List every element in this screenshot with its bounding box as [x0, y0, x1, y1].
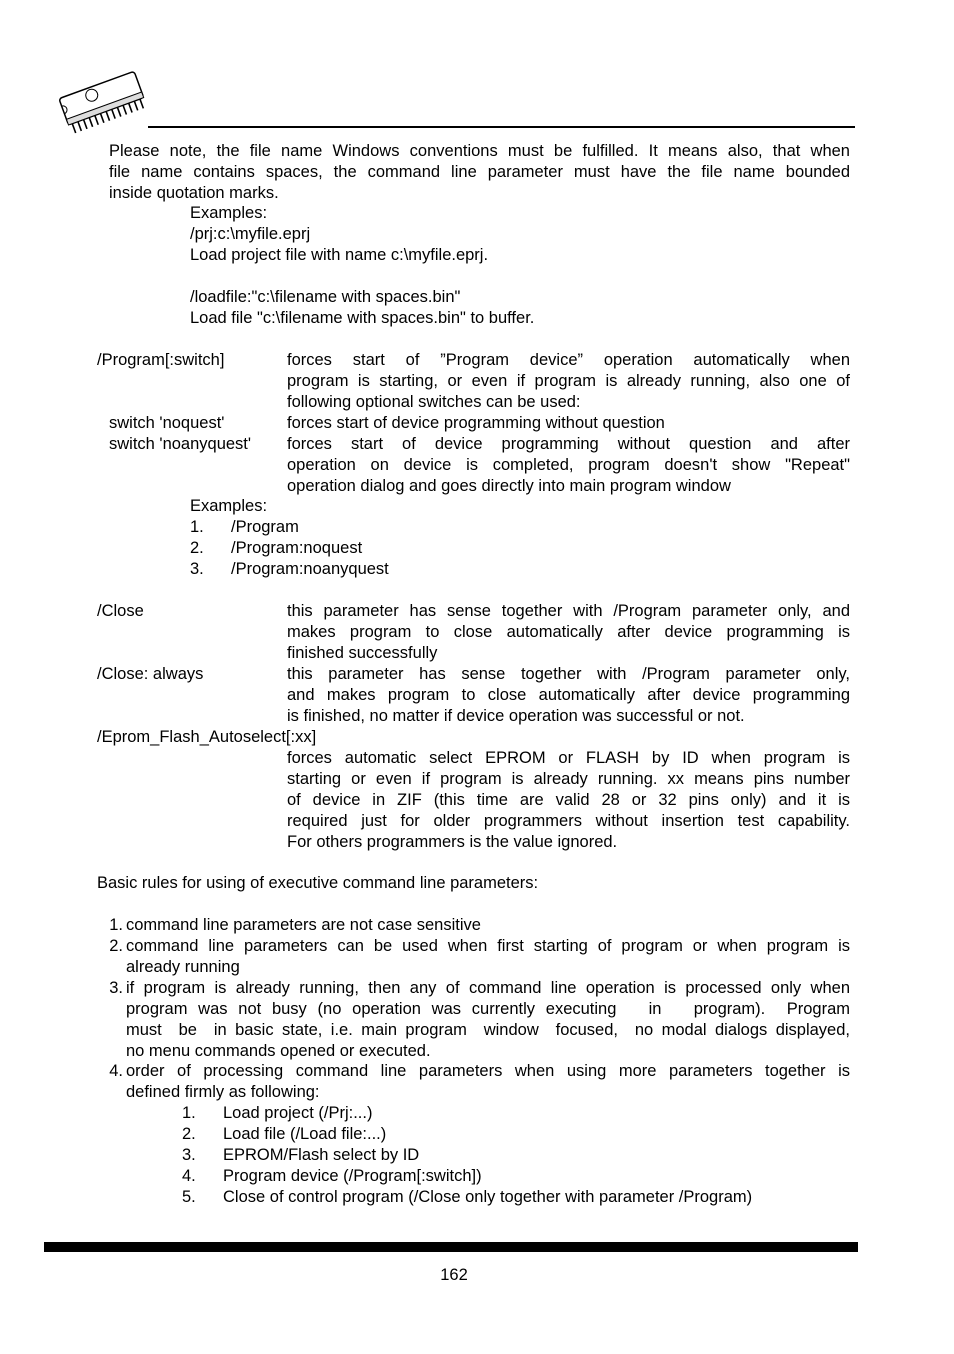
order-text: Load project (/Prj:...) [223, 1104, 373, 1122]
desc-line: required just for older programmers without insertion test capability. [287, 812, 850, 830]
order-number: 4. [182, 1167, 196, 1185]
param-desc-autoselect [287, 748, 850, 853]
param-desc-close-always [287, 664, 850, 727]
intro-line: file name contains spaces, the command line parameter must have the file name bounded [109, 163, 850, 181]
rule-text [126, 1061, 850, 1103]
desc-line: this parameter has sense together with /Program parameter only, and [287, 602, 850, 620]
header-rule [148, 126, 855, 128]
rule-line: defined firmly as following: [126, 1083, 320, 1101]
footer-rule [44, 1242, 858, 1252]
desc-line: forces start of ”Program device” operation automatically when [287, 351, 850, 369]
switch-desc-noquest: forces start of device programming without question [287, 414, 665, 432]
order-text: EPROM/Flash select by ID [223, 1146, 420, 1164]
order-text: Program device (/Program[:switch]) [223, 1167, 482, 1185]
intro-line: inside quotation marks. [109, 184, 279, 202]
example-description: Load file "c:\filename with spaces.bin" to buffer. [190, 309, 535, 327]
desc-line: program is starting, or even if program is already running, also one of [287, 372, 850, 390]
example-number: 3. [190, 560, 204, 578]
param-desc-program [287, 350, 850, 413]
rule-number: 4. [109, 1062, 123, 1080]
rule-number: 3. [109, 979, 123, 997]
order-text: Close of control program (/Close only together with parameter /Program) [223, 1188, 753, 1206]
param-term-program: /Program[:switch] [97, 351, 225, 369]
example-number: 1. [190, 518, 204, 536]
rule-line: command line parameters are not case sensitive [126, 916, 481, 934]
example-text: /Program [231, 518, 299, 536]
rule-line: no menu commands opened or executed. [126, 1042, 431, 1060]
rule-line: if program is already running, then any of command line operation is processed only when [126, 979, 850, 997]
rule-line: order of processing command line parameters when using more parameters together is [126, 1062, 850, 1080]
desc-line: operation on device is completed, program doesn't show "Repeat" [287, 456, 850, 474]
intro-paragraph [109, 141, 850, 204]
order-number: 2. [182, 1125, 196, 1143]
param-term-close: /Close [97, 602, 144, 620]
rule-text [126, 978, 850, 1062]
desc-line: makes program to close automatically after device programming is [287, 623, 850, 641]
param-desc-close [287, 601, 850, 664]
rule-line: program was not busy (no operation was currently executing in program). Program [126, 1000, 850, 1018]
desc-line: this parameter has sense together with /Program parameter only, [287, 665, 850, 683]
order-number: 5. [182, 1188, 196, 1206]
example-number: 2. [190, 539, 204, 557]
desc-line: forces start of device programming without question and after [287, 435, 850, 453]
param-term-close-always: /Close: always [97, 665, 204, 683]
switch-term-noquest: switch 'noquest' [109, 414, 225, 432]
examples-label: Examples: [190, 204, 268, 222]
example-command: /loadfile:"c:\filename with spaces.bin" [190, 288, 461, 306]
desc-line: following optional switches can be used: [287, 393, 581, 411]
page-number: 162 [440, 1266, 468, 1284]
example-command: /prj:c:\myfile.eprj [190, 225, 311, 243]
chip-logo-icon [52, 62, 152, 138]
desc-line: For others programmers is the value ignored. [287, 833, 618, 851]
examples-label: Examples: [190, 497, 268, 515]
rule-text [126, 936, 850, 978]
desc-line: finished successfully [287, 644, 438, 662]
example-description: Load project file with name c:\myfile.eprj. [190, 246, 489, 264]
param-term-autoselect: /Eprom_Flash_Autoselect[:xx] [97, 728, 317, 746]
rules-heading: Basic rules for using of executive command line parameters: [97, 874, 539, 892]
rule-line: already running [126, 958, 240, 976]
example-text: /Program:noquest [231, 539, 363, 557]
desc-line: forces automatic select EPROM or FLASH by ID when program is [287, 749, 850, 767]
rule-line: must be in basic state, i.e. main program window focused, no modal dialogs displayed, [126, 1021, 850, 1039]
rule-line: command line parameters can be used when first starting of program or when program is [126, 937, 850, 955]
desc-line: starting or even if program is already running. xx means pins number [287, 770, 850, 788]
switch-term-noanyquest: switch 'noanyquest' [109, 435, 252, 453]
desc-line: is finished, no matter if device operation was successful or not. [287, 707, 745, 725]
example-text: /Program:noanyquest [231, 560, 389, 578]
order-text: Load file (/Load file:...) [223, 1125, 387, 1143]
desc-line: and makes program to close automatically after device programming [287, 686, 850, 704]
rule-number: 2. [109, 937, 123, 955]
order-number: 1. [182, 1104, 196, 1122]
intro-line: Please note, the file name Windows conventions must be fulfilled. It means also, that when [109, 142, 850, 160]
rule-text [126, 915, 850, 936]
desc-line: of device in ZIF (this time are valid 28 or 32 pins only) and it is [287, 791, 850, 809]
rule-number: 1. [109, 916, 123, 934]
order-number: 3. [182, 1146, 196, 1164]
switch-desc-noanyquest [287, 434, 850, 497]
desc-line: operation dialog and goes directly into main program window [287, 477, 731, 495]
